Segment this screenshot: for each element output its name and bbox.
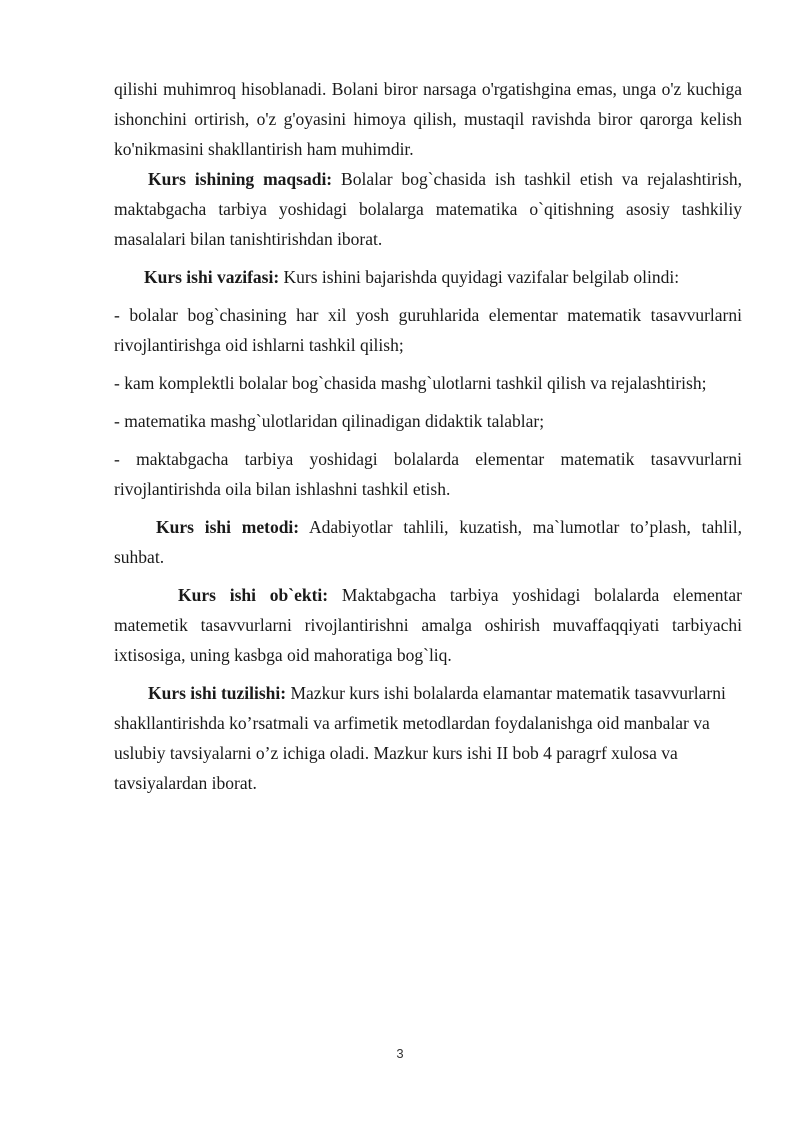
goal-paragraph <box>114 164 742 254</box>
object-label: Kurs ishi ob`ekti: <box>178 585 329 605</box>
structure-label: Kurs ishi tuzilishi: <box>148 683 287 703</box>
intro-paragraph: qilishi muhimroq hisoblanadi. Bolani biror narsaga o'rgatishgina emas, unga o'z kuchiga ishonchini ortirish, o'z g'oyasini himoya qilish, mustaqil ravishda biror qarorga kelish ko'nikmasini shakllantirish ham muhimdir. <box>114 79 742 159</box>
goal-label: Kurs ishining maqsadi: <box>148 169 333 189</box>
structure-paragraph <box>114 678 742 798</box>
object-paragraph <box>114 580 742 670</box>
page-number: 3 <box>396 1046 404 1061</box>
method-paragraph <box>114 512 742 572</box>
tasks-paragraph <box>114 262 742 292</box>
page-body <box>114 74 742 798</box>
goal-text: Bolalar bog`chasida ish tashkil etish va rejalashtirish, maktabgacha tarbiya yoshidagi bolalarga matematika o`qitishning asosiy tashkiliy masalalari bilan tanishtirishdan iborat. <box>114 169 743 249</box>
structure-text: Mazkur kurs ishi bolalarda elamantar matematik tasavvurlarni shakllantirishda ko’rsatmali va arfimetik metodlardan foydalanishga oid manbalar va uslubiy tavsiyalarni o’z ichiga oladi. Mazkur kurs ishi II bob 4 paragrf xulosa va tavsiyalardan iborat. <box>114 683 726 793</box>
method-label: Kurs ishi metodi: <box>156 517 300 537</box>
list-item: - matematika mashg`ulotlaridan qilinadigan didaktik talablar; <box>114 411 545 431</box>
list-item: - kam komplektli bolalar bog`chasida mashg`ulotlarni tashkil qilish va rejalashtirish; <box>114 373 707 393</box>
list-item: - bolalar bog`chasining har xil yosh guruhlarida elementar matematik tasavvurlarni rivojlantirishga oid ishlarni tashkil qilish; <box>114 305 742 355</box>
method-text: Adabiyotlar tahlili, kuzatish, ma`lumotlar to’plash, tahlil, suhbat. <box>114 517 742 567</box>
tasks-label: Kurs ishi vazifasi: <box>144 267 280 287</box>
object-text: Maktabgacha tarbiya yoshidagi bolalarda elementar matemetik tasavvurlarni rivojlantirishni amalga oshirish muvaffaqqiyati tarbiyachi ixtisosiga, uning kasbga oid mahoratiga bog`liq. <box>114 585 742 665</box>
tasks-text: Kurs ishini bajarishda quyidagi vazifalar belgilab olindi: <box>279 267 680 287</box>
list-item: - maktabgacha tarbiya yoshidagi bolalarda elementar matematik tasavvurlarni rivojlantirishda oila bilan ishlashni tashkil etish. <box>114 449 742 499</box>
